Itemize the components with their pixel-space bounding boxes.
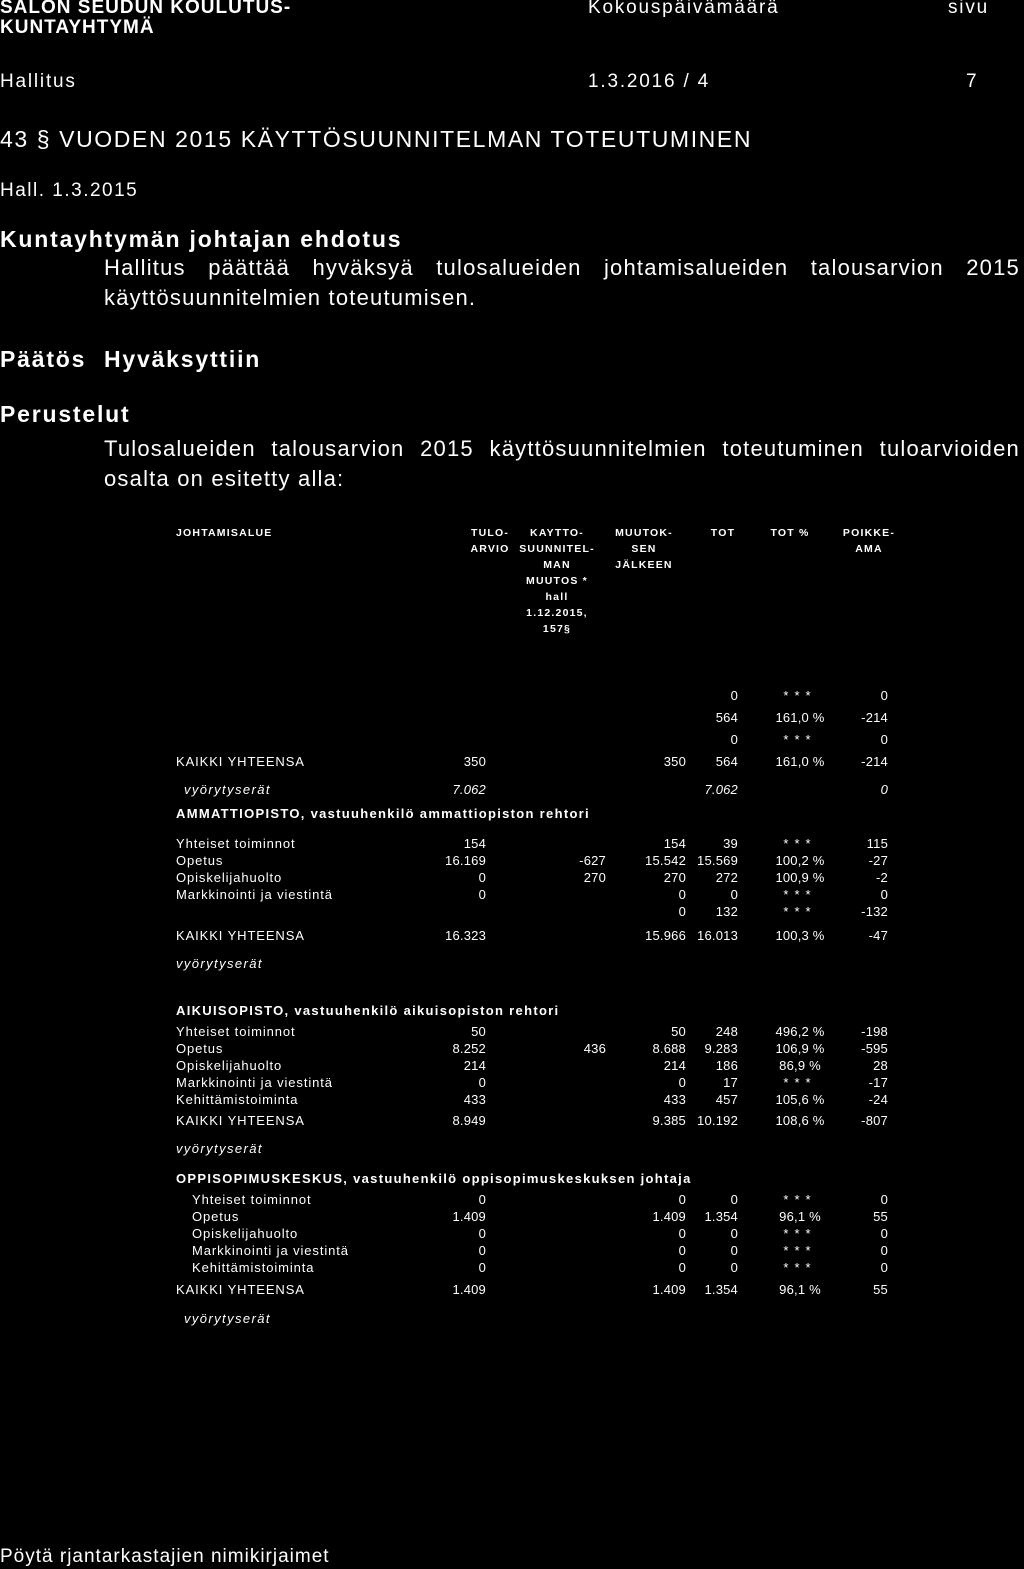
cell-tot: 16.013 xyxy=(697,928,738,943)
section-title: 43 § VUODEN 2015 KÄYTTÖSUUNNITELMAN TOTEUTUMINEN xyxy=(0,126,753,152)
cell-muutoksen-jalkeen: 0 xyxy=(678,1075,686,1090)
cell-kayttosuunnitelman-muutos: 270 xyxy=(583,870,606,885)
cell-poikkeama: 0 xyxy=(880,1226,888,1241)
table-row xyxy=(0,710,1024,726)
cell-tuloarvio: 0 xyxy=(478,1243,486,1258)
meeting-date-label: Kokouspäivämäärä xyxy=(588,0,780,18)
cell-tot: 248 xyxy=(715,1024,738,1039)
cell-tuloarvio: 16.323 xyxy=(445,928,486,943)
cell-tuloarvio: 8.252 xyxy=(452,1041,486,1056)
organization-name-line2: KUNTAYHTYMÄ xyxy=(0,17,155,38)
allocation-row xyxy=(0,1311,1024,1327)
meeting-reference: Hall. 1.3.2015 xyxy=(0,180,139,201)
meeting-date-value: 1.3.2016 / 4 xyxy=(588,71,710,92)
governing-body: Hallitus xyxy=(0,71,77,92)
cell-tuloarvio: 350 xyxy=(463,754,486,769)
page-label: sivu xyxy=(948,0,989,18)
cell-poikkeama: 0 xyxy=(880,1260,888,1275)
table-row xyxy=(0,887,1024,903)
column-header-line: KAYTTO- xyxy=(530,527,584,539)
cell-tot: 17 xyxy=(723,1075,738,1090)
cell-tuloarvio: 0 xyxy=(478,870,486,885)
cell-poikkeama: -807 xyxy=(861,1113,888,1128)
row-label: KAIKKI YHTEENSA xyxy=(176,754,305,769)
page-footer: Pöytä rjantarkastajien nimikirjaimet xyxy=(0,1546,330,1567)
table-row xyxy=(0,1024,1024,1040)
row-label: Opetus xyxy=(192,1209,240,1224)
cell-tot-percent: *** xyxy=(783,732,817,747)
row-label: Opiskelijahuolto xyxy=(176,870,283,885)
cell-poikkeama: -214 xyxy=(861,710,888,725)
total-row xyxy=(0,1113,1024,1129)
cell-tot: 1.354 xyxy=(704,1282,738,1297)
allocation-row xyxy=(0,1141,1024,1157)
table-row xyxy=(0,1260,1024,1276)
column-header-line: JÄLKEEN xyxy=(615,559,673,571)
row-label: Yhteiset toiminnot xyxy=(176,836,296,851)
table-row xyxy=(0,1209,1024,1225)
cell-poikkeama: 55 xyxy=(873,1282,888,1297)
cell-tuloarvio: 7.062 xyxy=(452,782,486,797)
cell-poikkeama: -198 xyxy=(861,1024,888,1039)
column-header-line: MUUTOK- xyxy=(615,527,673,539)
row-label: Opetus xyxy=(176,1041,224,1056)
col-header-tot-percent xyxy=(760,525,820,541)
column-header-line: TOT xyxy=(710,527,736,539)
cell-tot-percent: *** xyxy=(783,688,817,703)
cell-tot: 186 xyxy=(715,1058,738,1073)
cell-tot-percent: *** xyxy=(783,1243,817,1258)
cell-tot: 564 xyxy=(715,754,738,769)
cell-kayttosuunnitelman-muutos: -627 xyxy=(579,853,606,868)
col-header-kayttosuunnitelman-muutos xyxy=(507,525,607,637)
row-label: KAIKKI YHTEENSA xyxy=(176,1113,305,1128)
cell-muutoksen-jalkeen: 270 xyxy=(663,870,686,885)
cell-muutoksen-jalkeen: 9.385 xyxy=(652,1113,686,1128)
cell-tot: 9.283 xyxy=(704,1041,738,1056)
table-row xyxy=(0,853,1024,869)
cell-muutoksen-jalkeen: 0 xyxy=(678,904,686,919)
unit-section-title: AIKUISOPISTO, vastuuhenkilö aikuisopiston rehtori xyxy=(176,1003,560,1018)
total-row xyxy=(0,754,1024,770)
cell-tot-percent: 96,1 % xyxy=(779,1209,821,1224)
cell-tot-percent: *** xyxy=(783,1260,817,1275)
rationale-heading: Perustelut xyxy=(0,401,131,427)
column-header-line: 157§ xyxy=(542,623,572,635)
cell-tuloarvio: 0 xyxy=(478,1192,486,1207)
cell-poikkeama: -595 xyxy=(861,1041,888,1056)
cell-tot-percent: 161,0 % xyxy=(775,710,825,725)
cell-tot-percent: *** xyxy=(783,1192,817,1207)
cell-muutoksen-jalkeen: 1.409 xyxy=(652,1209,686,1224)
column-header-line: JOHTAMISALUE xyxy=(176,527,273,539)
cell-tot-percent: *** xyxy=(783,1075,817,1090)
cell-tuloarvio: 16.169 xyxy=(445,853,486,868)
cell-tot: 272 xyxy=(715,870,738,885)
cell-poikkeama: 115 xyxy=(866,836,888,851)
table-row xyxy=(0,1058,1024,1074)
cell-tuloarvio: 154 xyxy=(463,836,486,851)
column-header-line: AMA xyxy=(855,543,883,555)
table-row xyxy=(0,870,1024,886)
row-label: KAIKKI YHTEENSA xyxy=(176,1282,305,1297)
cell-tuloarvio: 433 xyxy=(463,1092,486,1107)
cell-muutoksen-jalkeen: 1.409 xyxy=(652,1282,686,1297)
cell-muutoksen-jalkeen: 154 xyxy=(663,836,686,851)
row-label: vyörytyserät xyxy=(176,956,263,971)
col-header-poikkeama xyxy=(834,525,904,557)
table-row xyxy=(0,904,1024,920)
column-header-line: SUUNNITEL- xyxy=(519,543,595,555)
cell-tuloarvio: 0 xyxy=(478,887,486,902)
cell-tot: 0 xyxy=(730,1192,738,1207)
column-header-line: TOT % xyxy=(770,527,810,539)
cell-tot-percent: 100,9 % xyxy=(775,870,825,885)
cell-tuloarvio: 0 xyxy=(478,1260,486,1275)
cell-poikkeama: 0 xyxy=(880,782,888,797)
col-header-muutoksen-jalkeen xyxy=(604,525,684,573)
cell-tot: 0 xyxy=(730,732,738,747)
cell-tot: 0 xyxy=(730,1243,738,1258)
cell-tuloarvio: 214 xyxy=(463,1058,486,1073)
cell-muutoksen-jalkeen: 8.688 xyxy=(652,1041,686,1056)
table-row xyxy=(0,1226,1024,1242)
cell-poikkeama: -47 xyxy=(868,928,888,943)
page-number: 7 xyxy=(966,71,979,92)
cell-tot: 457 xyxy=(715,1092,738,1107)
cell-poikkeama: -214 xyxy=(861,754,888,769)
proposal-text-line1: Hallitus päättää hyväksyä tulosalueiden johtamisalueiden talousarvion 2015 xyxy=(104,255,1020,280)
cell-poikkeama: 0 xyxy=(880,732,888,747)
cell-muutoksen-jalkeen: 0 xyxy=(678,1243,686,1258)
cell-tot: 1.354 xyxy=(704,1209,738,1224)
cell-poikkeama: 55 xyxy=(873,1209,888,1224)
cell-muutoksen-jalkeen: 0 xyxy=(678,1260,686,1275)
column-header-line: hall xyxy=(545,591,569,603)
cell-tuloarvio: 0 xyxy=(478,1075,486,1090)
cell-poikkeama: 0 xyxy=(880,1243,888,1258)
cell-poikkeama: -17 xyxy=(868,1075,888,1090)
cell-tot-percent: 100,2 % xyxy=(775,853,825,868)
cell-tot-percent: 96,1 % xyxy=(779,1282,821,1297)
column-header-line: 1.12.2015, xyxy=(526,607,588,619)
table-row xyxy=(0,1075,1024,1091)
column-header-line: ARVIO xyxy=(470,543,510,555)
cell-tuloarvio: 0 xyxy=(478,1226,486,1241)
cell-poikkeama: 0 xyxy=(880,887,888,902)
decision-label: Päätös xyxy=(0,346,87,372)
table-row xyxy=(0,1192,1024,1208)
cell-tot: 7.062 xyxy=(704,782,738,797)
column-header-line: POIKKE- xyxy=(842,527,896,539)
cell-tot: 10.192 xyxy=(697,1113,738,1128)
cell-tot-percent: 161,0 % xyxy=(775,754,825,769)
cell-poikkeama: -24 xyxy=(868,1092,888,1107)
cell-muutoksen-jalkeen: 214 xyxy=(663,1058,686,1073)
cell-tot: 0 xyxy=(730,887,738,902)
cell-muutoksen-jalkeen: 350 xyxy=(663,754,686,769)
unit-section-title: OPPISOPIMUSKESKUS, vastuuhenkilö oppisopimuskeskuksen johtaja xyxy=(176,1171,692,1186)
table-row xyxy=(0,1041,1024,1057)
table-row xyxy=(0,1092,1024,1108)
cell-muutoksen-jalkeen: 433 xyxy=(663,1092,686,1107)
cell-tot-percent: *** xyxy=(783,836,817,851)
row-label: Kehittämistoiminta xyxy=(176,1092,299,1107)
row-label: Opetus xyxy=(176,853,224,868)
table-row xyxy=(0,836,1024,852)
row-label: vyörytyserät xyxy=(184,782,271,797)
organization-name-line1: SALON SEUDUN KOULUTUS- xyxy=(0,0,292,18)
row-label: vyörytyserät xyxy=(184,1311,271,1326)
cell-muutoksen-jalkeen: 15.966 xyxy=(645,928,686,943)
row-label: KAIKKI YHTEENSA xyxy=(176,928,305,943)
cell-tot-percent: 106,9 % xyxy=(775,1041,825,1056)
cell-tot: 132 xyxy=(715,904,738,919)
allocation-row xyxy=(0,956,1024,972)
cell-tot: 0 xyxy=(730,688,738,703)
cell-tuloarvio: 50 xyxy=(471,1024,486,1039)
column-header-line: TULO- xyxy=(470,527,510,539)
cell-tot: 0 xyxy=(730,1260,738,1275)
cell-tot-percent: 496,2 % xyxy=(775,1024,825,1039)
column-header-line: MAN xyxy=(543,559,571,571)
proposal-text-line2: käyttösuunnitelmien toteutumisen. xyxy=(104,285,477,310)
allocation-row xyxy=(0,782,1024,798)
rationale-text-line2: osalta on esitetty alla: xyxy=(104,466,345,491)
cell-muutoksen-jalkeen: 15.542 xyxy=(645,853,686,868)
cell-tot-percent: 100,3 % xyxy=(775,928,825,943)
cell-poikkeama: 28 xyxy=(873,1058,888,1073)
cell-muutoksen-jalkeen: 0 xyxy=(678,1226,686,1241)
row-label: Opiskelijahuolto xyxy=(176,1058,283,1073)
table-row xyxy=(0,688,1024,704)
cell-poikkeama: -27 xyxy=(868,853,888,868)
cell-muutoksen-jalkeen: 50 xyxy=(671,1024,686,1039)
unit-section-title: AMMATTIOPISTO, vastuuhenkilö ammattiopiston rehtori xyxy=(176,806,590,821)
cell-tuloarvio: 1.409 xyxy=(452,1282,486,1297)
row-label: vyörytyserät xyxy=(176,1141,263,1156)
table-row xyxy=(0,732,1024,748)
total-row xyxy=(0,1282,1024,1298)
cell-tot: 0 xyxy=(730,1226,738,1241)
cell-poikkeama: -132 xyxy=(861,904,888,919)
row-label: Yhteiset toiminnot xyxy=(176,1024,296,1039)
column-header-line: SEN xyxy=(631,543,657,555)
cell-tot-percent: *** xyxy=(783,904,817,919)
cell-tuloarvio: 1.409 xyxy=(452,1209,486,1224)
cell-muutoksen-jalkeen: 0 xyxy=(678,887,686,902)
column-header-line: MUUTOS * xyxy=(526,575,588,587)
cell-tot-percent: *** xyxy=(783,887,817,902)
row-label: Markkinointi ja viestintä xyxy=(176,1075,333,1090)
cell-tot-percent: *** xyxy=(783,1226,817,1241)
cell-tot-percent: 86,9 % xyxy=(779,1058,821,1073)
row-label: Kehittämistoiminta xyxy=(192,1260,315,1275)
row-label: Yhteiset toiminnot xyxy=(192,1192,312,1207)
cell-tuloarvio: 8.949 xyxy=(452,1113,486,1128)
table-row xyxy=(0,1243,1024,1259)
cell-poikkeama: 0 xyxy=(880,1192,888,1207)
cell-poikkeama: 0 xyxy=(880,688,888,703)
cell-poikkeama: -2 xyxy=(876,870,888,885)
cell-tot-percent: 108,6 % xyxy=(775,1113,825,1128)
row-label: Opiskelijahuolto xyxy=(192,1226,299,1241)
col-header-tot xyxy=(698,525,748,541)
total-row xyxy=(0,928,1024,944)
decision-value: Hyväksyttiin xyxy=(104,346,262,372)
row-label: Markkinointi ja viestintä xyxy=(176,887,333,902)
cell-kayttosuunnitelman-muutos: 436 xyxy=(583,1041,606,1056)
cell-tot: 39 xyxy=(723,836,738,851)
proposal-heading: Kuntayhtymän johtajan ehdotus xyxy=(0,226,403,252)
rationale-text-line1: Tulosalueiden talousarvion 2015 käyttösuunnitelmien toteutuminen tuloarvioiden xyxy=(104,436,1020,461)
cell-tot: 564 xyxy=(715,710,738,725)
col-header-johtamisalue xyxy=(176,525,306,541)
cell-tot: 15.569 xyxy=(697,853,738,868)
row-label: Markkinointi ja viestintä xyxy=(192,1243,349,1258)
cell-tot-percent: 105,6 % xyxy=(775,1092,825,1107)
cell-muutoksen-jalkeen: 0 xyxy=(678,1192,686,1207)
